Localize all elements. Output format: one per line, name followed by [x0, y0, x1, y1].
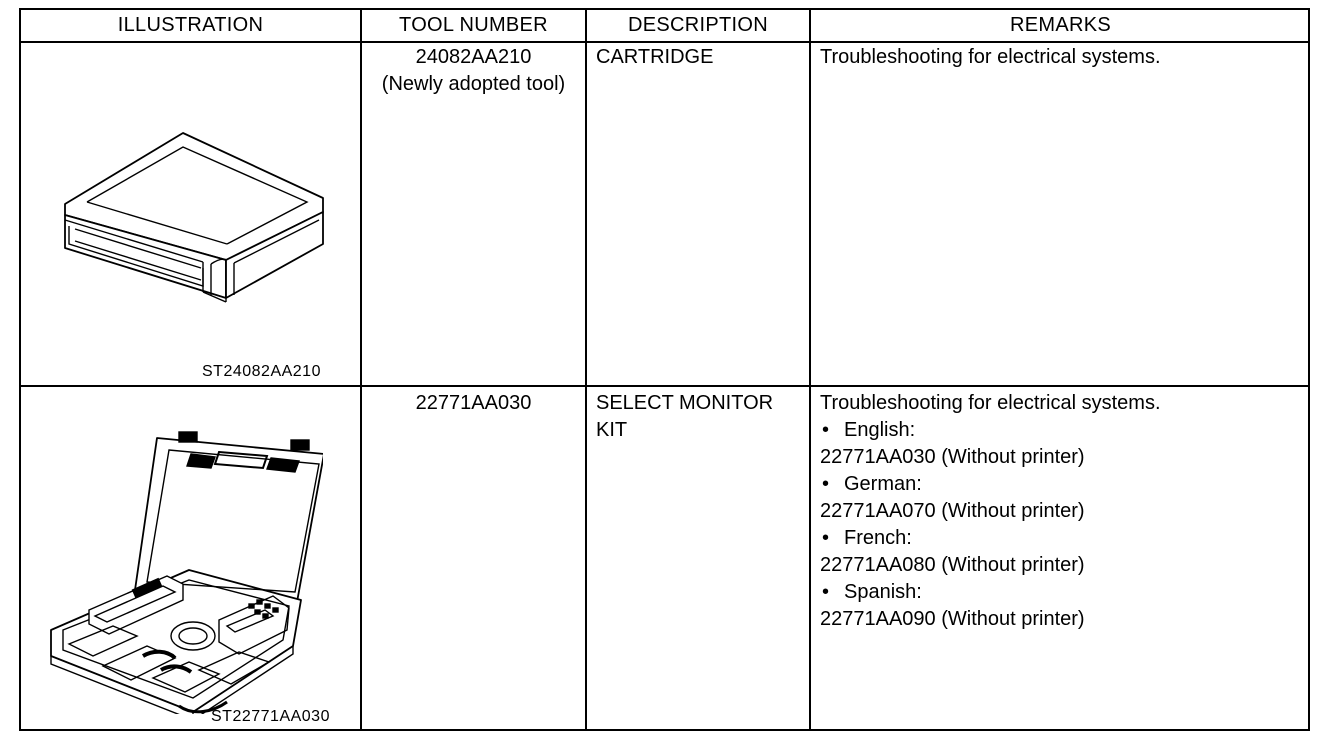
- cartridge-illustration: [51, 120, 341, 320]
- remarks-language: • French:: [820, 525, 912, 552]
- illustration-caption: ST22771AA030: [211, 708, 330, 725]
- header-remarks: REMARKS: [1009, 14, 1111, 36]
- description: KIT: [596, 419, 628, 441]
- remarks-line: 22771AA030 (Without printer): [820, 446, 1085, 468]
- remarks-line: 22771AA070 (Without printer): [820, 500, 1085, 522]
- special-tools-table: [19, 8, 1310, 731]
- column-divider: [809, 10, 811, 729]
- illustration-caption: ST24082AA210: [202, 363, 321, 380]
- row-divider: [21, 385, 1308, 387]
- select-monitor-kit-illustration: [43, 424, 323, 714]
- header-tool-number: TOOL NUMBER: [399, 14, 548, 36]
- column-divider: [360, 10, 362, 729]
- description: CARTRIDGE: [596, 46, 714, 68]
- remarks-line: 22771AA090 (Without printer): [820, 608, 1085, 630]
- description: SELECT MONITOR: [596, 392, 774, 414]
- header-illustration: ILLUSTRATION: [117, 14, 264, 36]
- remarks-language: • German:: [820, 471, 922, 498]
- remarks-language: • English:: [820, 417, 915, 444]
- header-divider: [21, 41, 1308, 43]
- remarks-language: • Spanish:: [820, 579, 922, 606]
- tool-number: 24082AA210: [415, 46, 532, 68]
- remarks-line: 22771AA080 (Without printer): [820, 554, 1085, 576]
- column-divider: [585, 10, 587, 729]
- header-description: DESCRIPTION: [628, 14, 768, 36]
- tool-note: (Newly adopted tool): [381, 73, 566, 95]
- remarks-line: Troubleshooting for electrical systems.: [820, 392, 1161, 414]
- remarks-line: Troubleshooting for electrical systems.: [820, 46, 1161, 68]
- tool-number: 22771AA030: [415, 392, 532, 414]
